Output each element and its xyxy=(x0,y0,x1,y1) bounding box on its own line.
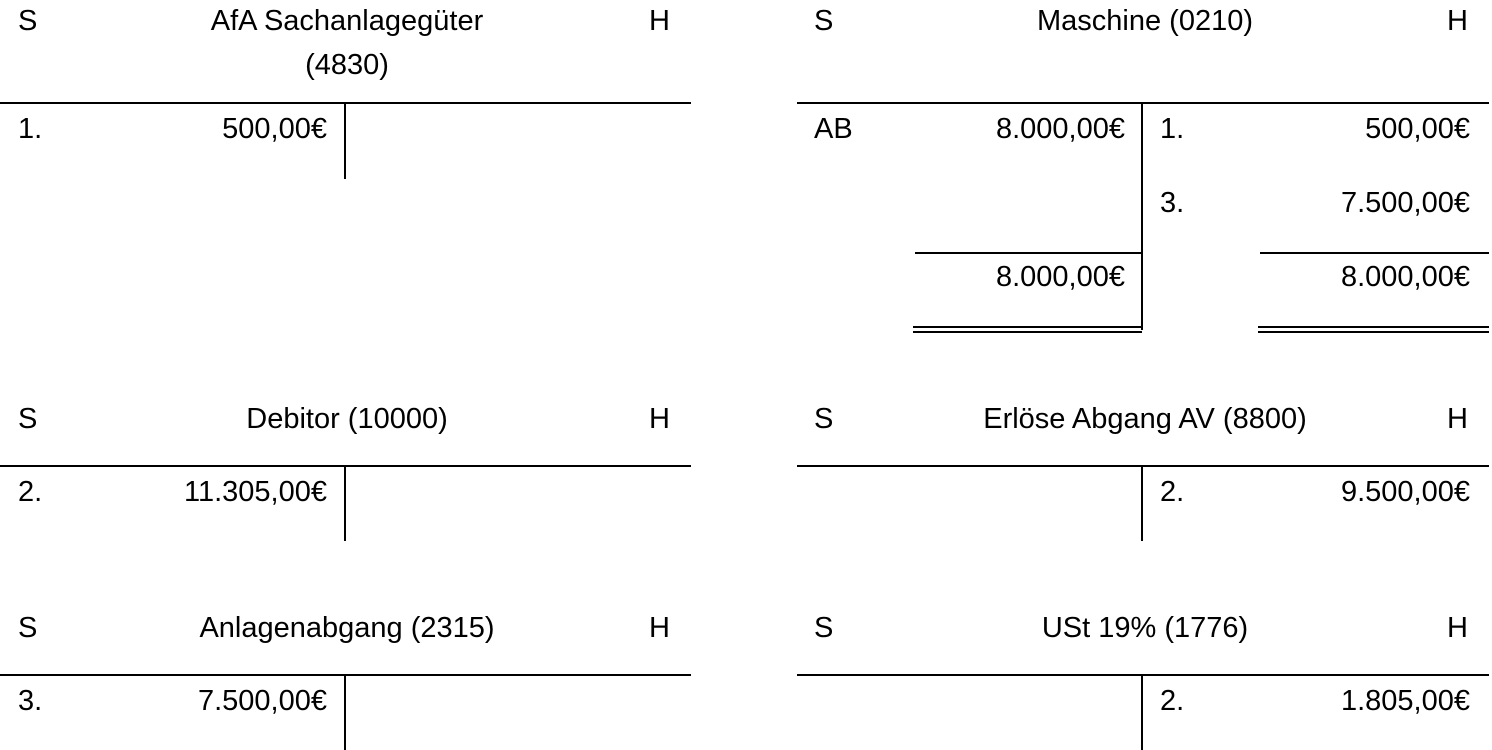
credit-side-label: H xyxy=(1447,403,1468,435)
credit-sum-line xyxy=(1260,252,1489,254)
account-divider-line xyxy=(1141,675,1143,750)
debit-entry-ref: 1. xyxy=(18,113,43,145)
credit-side-label: H xyxy=(649,5,670,37)
credit-entry-ref: 3. xyxy=(1160,187,1185,219)
credit-entry-amount: 1.805,00€ xyxy=(1340,685,1470,717)
account-divider-line xyxy=(344,466,346,541)
debit-side-label: S xyxy=(814,5,834,37)
account-divider-line xyxy=(1141,103,1143,330)
account-title: Anlagenabgang (2315) xyxy=(199,612,495,644)
debit-side-label: S xyxy=(18,612,38,644)
debit-entry-amount: 7.500,00€ xyxy=(197,685,327,717)
credit-side-label: H xyxy=(1447,5,1468,37)
account-header-line xyxy=(797,102,1489,104)
debit-side-label: S xyxy=(18,403,38,435)
debit-double-underline xyxy=(913,326,1142,333)
credit-side-label: H xyxy=(649,403,670,435)
account-divider-line xyxy=(344,675,346,750)
credit-side-label: H xyxy=(1447,612,1468,644)
account-title: AfA Sachanlagegüter xyxy=(210,5,484,37)
account-header-line xyxy=(797,465,1489,467)
credit-entry-amount: 500,00€ xyxy=(1365,113,1470,145)
debit-entry-amount: 500,00€ xyxy=(222,113,327,145)
account-title: Debitor (10000) xyxy=(246,403,448,435)
credit-entry-ref: 2. xyxy=(1160,476,1185,508)
debit-side-label: S xyxy=(18,5,38,37)
account-title: Erlöse Abgang AV (8800) xyxy=(983,403,1307,435)
debit-entry-ref: AB xyxy=(814,113,853,145)
credit-entry-ref: 1. xyxy=(1160,113,1185,145)
credit-entry-amount: 9.500,00€ xyxy=(1340,476,1470,508)
debit-side-label: S xyxy=(814,403,834,435)
debit-entry-ref: 2. xyxy=(18,476,43,508)
debit-total: 8.000,00€ xyxy=(995,261,1125,293)
debit-entry-ref: 3. xyxy=(18,685,43,717)
account-divider-line xyxy=(344,103,346,179)
account-divider-line xyxy=(1141,466,1143,541)
account-header-line xyxy=(797,674,1489,676)
debit-sum-line xyxy=(915,252,1142,254)
credit-side-label: H xyxy=(649,612,670,644)
account-number: (4830) xyxy=(305,49,389,81)
debit-entry-amount: 8.000,00€ xyxy=(995,113,1125,145)
credit-double-underline xyxy=(1258,326,1489,333)
debit-side-label: S xyxy=(814,612,834,644)
account-title: Maschine (0210) xyxy=(1037,5,1253,37)
credit-entry-ref: 2. xyxy=(1160,685,1185,717)
credit-entry-amount: 7.500,00€ xyxy=(1340,187,1470,219)
account-title: USt 19% (1776) xyxy=(1041,612,1249,644)
debit-entry-amount: 11.305,00€ xyxy=(184,476,327,508)
credit-total: 8.000,00€ xyxy=(1340,261,1470,293)
